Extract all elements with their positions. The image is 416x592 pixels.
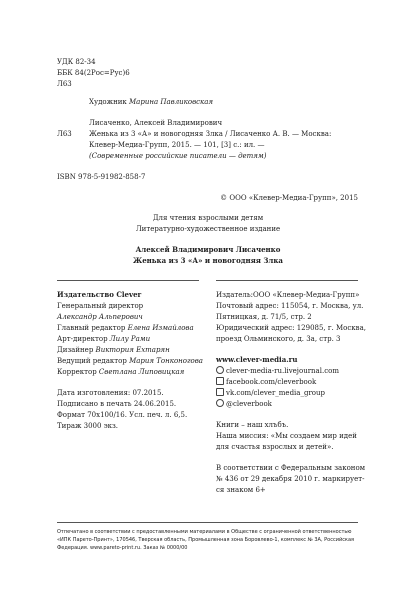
footer-line-3: Федерация. www.pareto-print.ru. Заказ № 0000/00 <box>57 545 188 551</box>
chief-editor-role: Главный редактор <box>57 324 126 332</box>
publisher-brand: Издательство Clever <box>57 290 142 299</box>
biblio-author-heading: Лисаченко, Алексей Владимирович <box>89 119 223 127</box>
facebook-icon <box>216 377 224 385</box>
lead-editor-line <box>57 356 203 366</box>
legal-address-2: проезд Ольминского, д. 3а, стр. 3 <box>216 335 341 343</box>
motto-2: Наша миссия: «Мы создаем мир идей <box>216 432 357 440</box>
biblio-line-1: Женька из 3 «А» и новогодняя Злка / Лисаченко А. В. — Москва: <box>89 130 332 138</box>
vk-icon <box>216 388 224 396</box>
right-rule <box>216 280 358 281</box>
art-director-line <box>57 334 150 344</box>
print-run: Тираж 3000 экз. <box>57 422 119 430</box>
livejournal-icon <box>216 366 224 374</box>
art-director-name: Лилу Рами <box>109 335 151 343</box>
footer-line-1: Отпечатано в соответствии с предоставленными материалами в Обществе с ограниченной ответственностью <box>57 529 352 535</box>
legal-address-1: Юридический адрес: 129085, г. Москва, <box>216 324 367 332</box>
designer-role: Дизайнер <box>57 346 94 354</box>
biblio-code: Л63 <box>57 130 72 138</box>
designer-line <box>57 345 170 355</box>
lead-editor-name: Мария Тонконогова <box>129 357 203 365</box>
proofreader-role: Корректор <box>57 368 97 376</box>
postal-address-1: Почтовый адрес: 115054, г. Москва, ул. <box>216 302 364 310</box>
book-author: Алексей Владимирович Лисаченко <box>135 245 281 254</box>
isbn: ISBN 978-5-91982-858-7 <box>57 173 146 181</box>
twitter-icon <box>216 399 224 407</box>
publisher-name: Издатель:ООО «Клевер-Медиа-Групп» <box>216 291 360 299</box>
copyright: © ООО «Клевер-Медиа-Групп», 2015 <box>220 194 358 202</box>
lead-editor-role: Ведущий редактор <box>57 357 127 365</box>
facebook-link[interactable]: facebook.com/cleverbook <box>216 377 316 387</box>
author-mark: Л63 <box>57 80 72 88</box>
signed-date: Подписано в печать 24.06.2015. <box>57 400 177 408</box>
law-note-2: № 436 от 29 декабря 2010 г. маркирует- <box>216 475 365 483</box>
art-director-role: Арт-директор <box>57 335 108 343</box>
illustrator-label: Художник <box>89 98 127 106</box>
left-rule <box>57 280 199 281</box>
livejournal-link[interactable]: clever-media-ru.livejournal.com <box>216 366 339 376</box>
udk-code: УДК 82-34 <box>57 58 96 66</box>
footer-rule <box>57 522 358 523</box>
proofreader-name: Светлана Липовицкая <box>98 368 185 376</box>
made-date: Дата изготовления: 07.2015. <box>57 389 164 397</box>
book-title: Женька из 3 «А» и новогодняя Злка <box>133 256 283 265</box>
twitter-link[interactable]: @cleverbook <box>216 399 272 409</box>
biblio-series: (Современные российские писатели — детям) <box>89 152 267 160</box>
law-note-3: ся знаком 6+ <box>216 486 266 494</box>
postal-address-2: Пятницкая, д. 71/5, стр. 2 <box>216 313 312 321</box>
proofreader-line <box>57 367 184 377</box>
chief-editor-line <box>57 323 194 333</box>
bbk-code: ББК 84(2Рос=Рус)6 <box>57 69 130 77</box>
law-note-1: В соответствии с Федеральным законом <box>216 464 366 472</box>
illustrator-name: Марина Павликовская <box>129 98 214 106</box>
illustrator-line <box>89 97 213 107</box>
format-info: Формат 70x100/16. Усл. печ. л. 6,5. <box>57 411 188 419</box>
genre-note: Литературно-художественное издание <box>135 225 281 233</box>
gen-dir-name: Александр Альперович <box>57 313 143 321</box>
biblio-line-2: Клевер-Медиа-Групп, 2015. — 101, [3] с.: ил. — <box>89 141 265 149</box>
vk-link[interactable]: vk.com/clever_media_group <box>216 388 325 398</box>
designer-name: Виктория Ехтарян <box>95 346 170 354</box>
website-link[interactable]: www.clever-media.ru <box>216 355 298 364</box>
motto-1: Книги – наш хлъбъ. <box>216 421 289 429</box>
chief-editor-name: Елена Измайлова <box>127 324 194 332</box>
gen-dir-role: Генеральный директор <box>57 302 144 310</box>
motto-3: для счастья взрослых и детей». <box>216 443 334 451</box>
audience-note: Для чтения взрослыми детям <box>152 214 264 222</box>
footer-line-2: «ИПК Парето-Принт», 170546, Тверская область, Промышленная зона Боровлево-1, комплекс № 3А, Российская <box>57 537 355 543</box>
